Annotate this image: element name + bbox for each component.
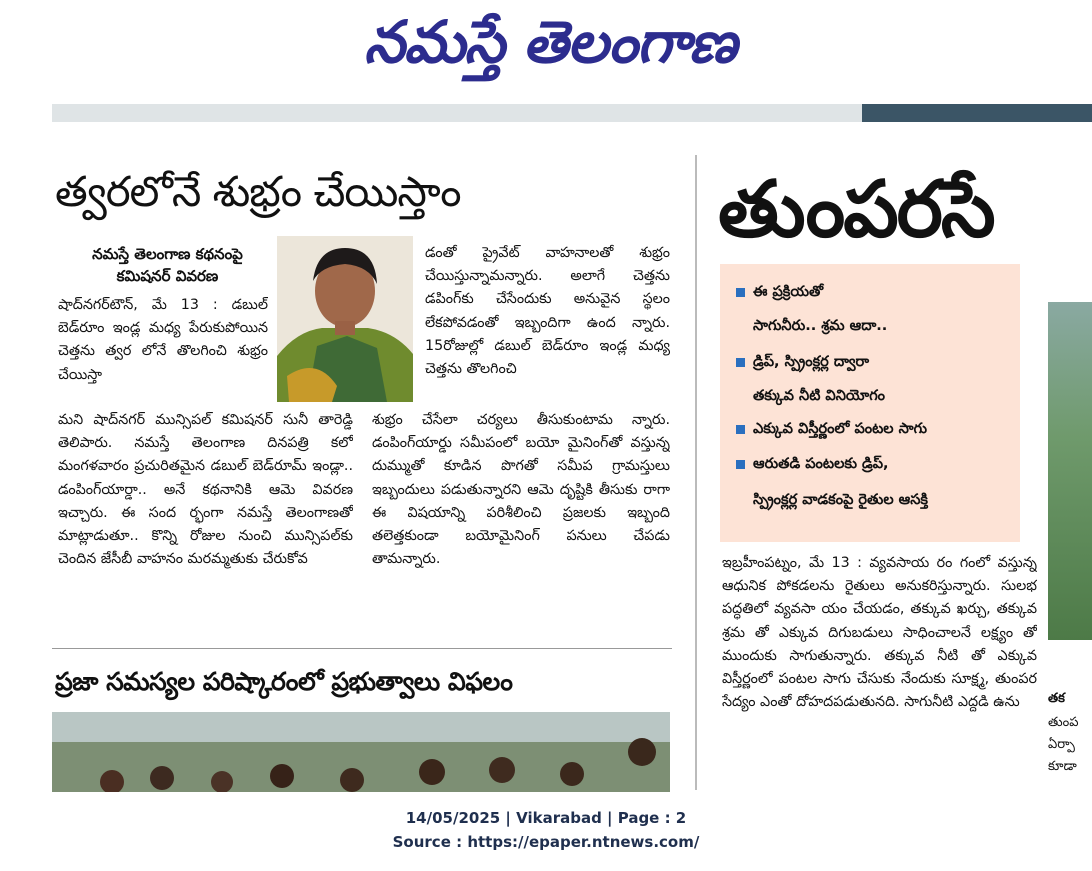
article1-subhead	[60, 243, 275, 287]
masthead-logo: నమస్తే తెలంగాణ	[364, 8, 736, 76]
article1-col-a: షాద్‌నగర్‌టౌన్, మే 13 : డబుల్ బెడ్‌రూం ఇండ్ల మధ్య పేరుకుపోయిన చెత్తను త్వర లోనే తొలగించి శుభ్రం చేయిస్తా	[58, 297, 268, 383]
top-bar	[52, 104, 862, 122]
article3-body: ఇబ్రహీంపట్నం, మే 13 : వ్యవసాయ రం గంలో వస్తున్న ఆధునిక పోకడలను రైతులు అనుకరిస్తున్నారు. సులభ పద్ధతిలో వ్యవసా యం చేయడం, తక్కువ ఖర్చు, తక్కువ శ్రమ తో ఎక్కువ దిగుబడులు సాధించాలనే లక్ష్యం తో ముందుకు సాగుతున్నారు. తక్కువ నీటి తో ఎక్కువ విస్తీర్ణంలో పంటల సాగు చేసుకు నేందుకు సూక్ష్మ, తుంపర సేద్యం ఎంతో దోహదపడుతునది. సాగునీటి ఎద్దడి ఉను	[722, 555, 1037, 711]
highlight-item: ఎక్కువ విస్తీర్ణంలో పంటల సాగు	[736, 415, 1016, 443]
article3-headline: తుంపరసే	[718, 165, 994, 255]
article2-photo	[52, 712, 670, 792]
article2-photo-graphic	[52, 712, 670, 792]
masthead	[0, 0, 1092, 92]
article1-col-b-cont: శుభ్రం చేసేలా చర్యలు తీసుకుంటామ న్నారు. డంపింగ్‌యార్డు సమీపంలో బయో మైనింగ్‌తో వస్తున్న దుమ్ముతో కూడిన పొగతో సమీప గ్రామస్తులు ఇబ్బందులు పడుతున్నారని ఆమె దృష్టికి తీసుకు రాగా ఈ విషయాన్ని పరిశీలించి ప్రజలకు ఇబ్బంది తలెత్తకుండా బయోమైనింగ్ పనులు చేపడు తామన్నారు.	[372, 412, 670, 568]
article1-col-a-cont: మని షాద్‌నగర్ మున్సిపల్ కమిషనర్ సునీ తారెడ్డి తెలిపారు. నమస్తే తెలంగాణ దినపత్రి కలో మంగళవారం ప్రచురితమైన డబుల్ బెడ్‌రూమ్ ఇండ్లా.. డంపింగ్‌యార్డా.. అనే కథనానికి ఆమె వివరణ ఇచ్చారు. ఈ సంద ర్భంగా నమస్తే తెలంగాణతో మాట్లాడుతూ.. కొన్ని రోజుల నుంచి మున్సిపల్‌కు చెందిన జేసీబీ వాహనం మరమ్మతుకు చేరుకోవ	[58, 412, 353, 568]
bullet-icon	[736, 425, 745, 434]
commissioner-photo-graphic	[277, 236, 413, 402]
bullet-icon	[736, 460, 745, 469]
section-divider	[52, 648, 672, 649]
highlight-item: ఆరుతడి పంటలకు డ్రిప్,	[736, 450, 1016, 478]
article1-subhead-line1: నమస్తే తెలంగాణ కథనంపై	[92, 245, 243, 263]
highlight-item-cont: సాగునీరు.. శ్రమ ఆదా..	[753, 318, 888, 334]
article3-side-caption: తక	[1048, 691, 1065, 706]
article2-headline: ప్రజా సమస్యల పరిష్కారంలో ప్రభుత్వాలు విఫలం	[55, 667, 513, 696]
bullet-icon	[736, 358, 745, 367]
footer-source: Source : https://epaper.ntnews.com/	[392, 833, 700, 851]
article1-col-b: డంతో ప్రైవేట్ వాహనాలతో శుభ్రం చేయిస్తున్నామన్నారు. అలాగే చెత్తను డపింగ్‌కు చేసేందుకు అనువైన స్థలం లేకపోవడంతో ఇబ్బందిగా ఉంద న్నారు. 15రోజుల్లో డబుల్ బెడ్‌రూం ఇండ్ల మధ్య చెత్తను తొలగించి	[425, 245, 670, 378]
article1-subhead-line2: కమిషనర్ వివరణ	[116, 267, 219, 285]
highlight-item: ఈ ప్రక్రియతో	[736, 278, 1016, 306]
page-footer	[0, 806, 1092, 854]
highlight-item: డ్రిప్, స్ప్రింక్లర్ల ద్వారా	[736, 348, 1016, 376]
column-divider	[695, 155, 697, 790]
highlight-item-cont: తక్కువ నీటి వినియోగం	[753, 388, 886, 404]
article3-side-text: తుంప ఏర్పా కూడా	[1048, 715, 1079, 774]
article3-photo	[1048, 302, 1092, 640]
bullet-icon	[736, 288, 745, 297]
article1-headline: త్వరలోనే శుభ్రం చేయిస్తాం	[55, 167, 461, 216]
footer-date-edition: 14/05/2025 | Vikarabad | Page : 2	[405, 809, 687, 827]
highlight-item-cont: స్ప్రింక్లర్ల వాడకంపై రైతుల ఆసక్తి	[753, 492, 928, 508]
commissioner-photo	[277, 236, 413, 402]
top-bar-accent	[862, 104, 1092, 122]
